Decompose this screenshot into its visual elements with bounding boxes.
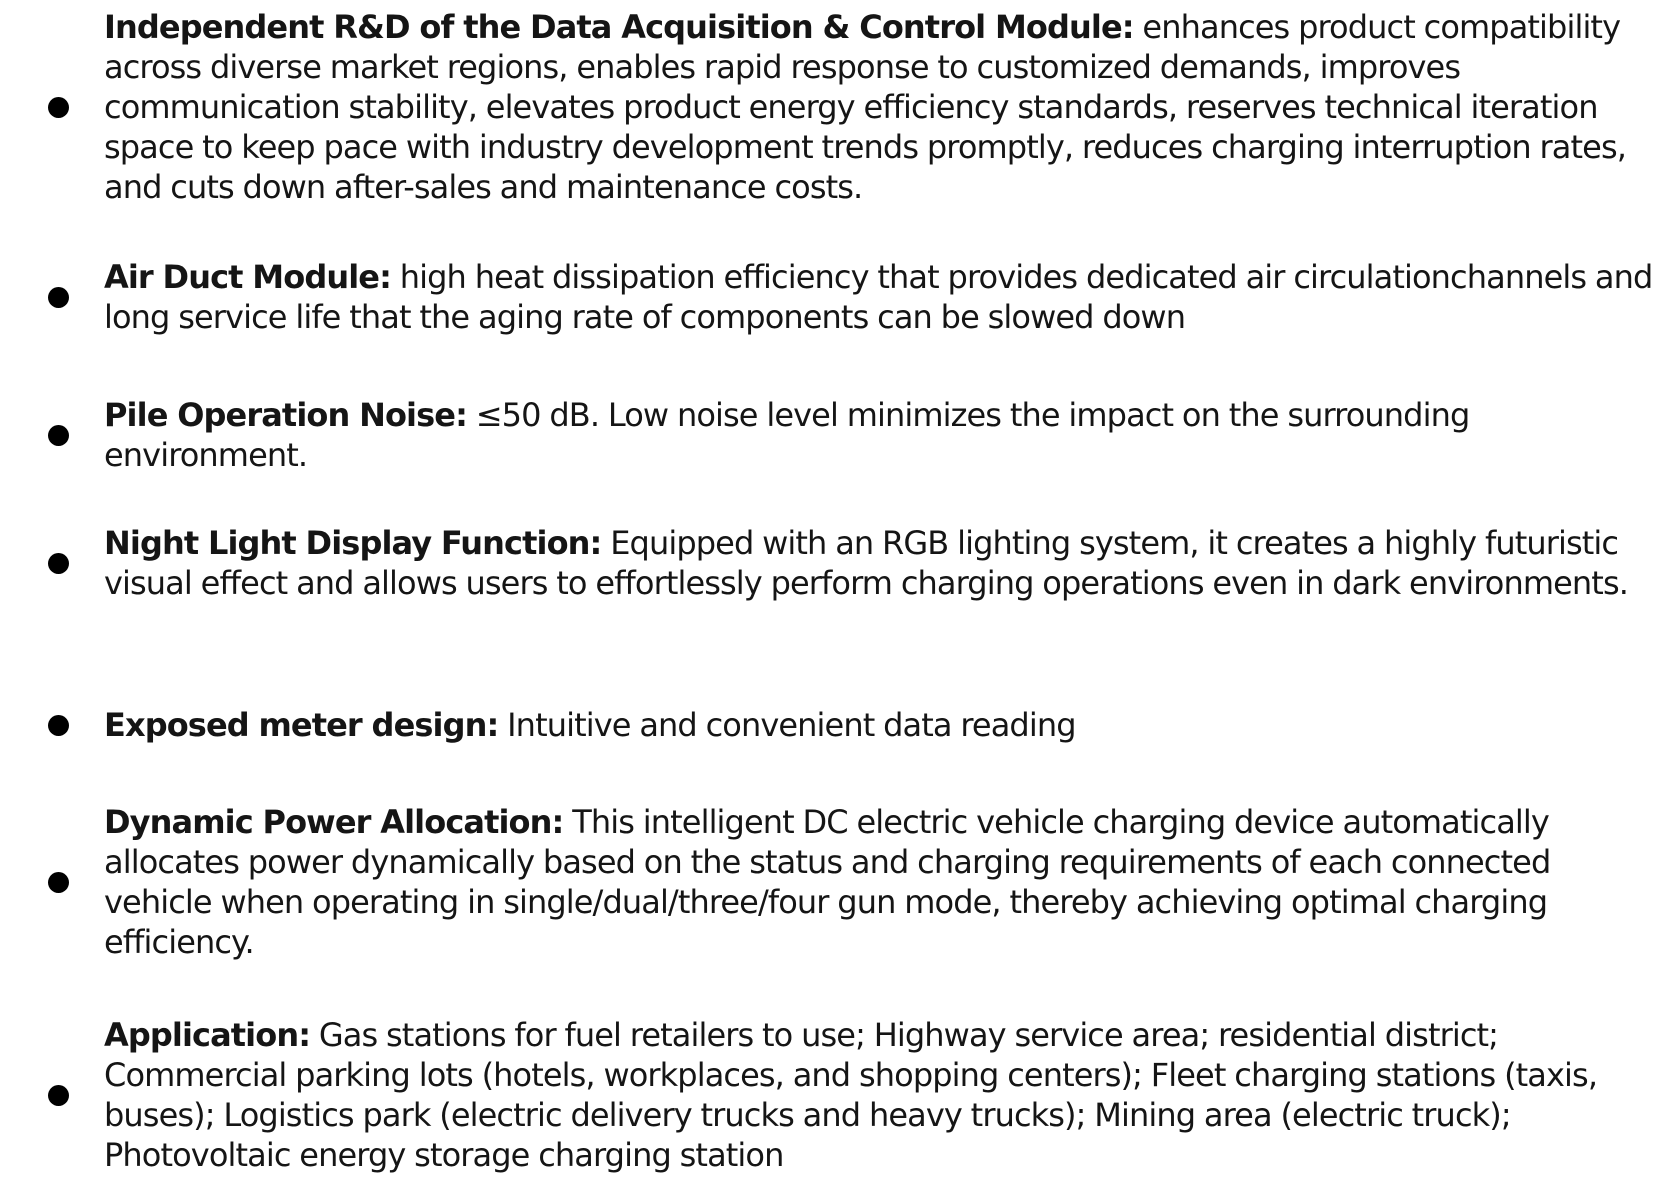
feature-description: ≤50 dB. Low noise level minimizes the impact on the surrounding environment. — [104, 396, 1470, 474]
feature-label: Exposed meter design: — [104, 706, 499, 744]
feature-label: Pile Operation Noise: — [104, 396, 467, 434]
feature-description: Equipped with an RGB lighting system, it creates a highly futuristic visual effect and allows users to effortlessly perform charging operations even in dark environments. — [104, 524, 1628, 602]
feature-paragraph — [104, 523, 1654, 603]
feature-paragraph — [104, 257, 1654, 337]
feature-label: Dynamic Power Allocation: — [104, 803, 564, 841]
feature-label: Application: — [104, 1016, 311, 1054]
bullet-icon — [48, 553, 69, 574]
feature-paragraph — [104, 7, 1654, 207]
feature-item-exposed-meter — [0, 705, 1668, 745]
bullet-icon — [48, 1085, 69, 1106]
feature-label: Independent R&D of the Data Acquisition & Control Module: — [104, 8, 1134, 46]
feature-description: Intuitive and convenient data reading — [498, 706, 1076, 744]
feature-description: Gas stations for fuel retailers to use; Highway service area; residential district; Commercial parking lots (hotels, workplaces, and shopping centers); Fleet charging stations (taxis, buses); Logistics park (electric delivery trucks and heavy trucks); Mining area (electric truck); Photovoltaic energy storage charging station — [104, 1016, 1598, 1174]
feature-label: Air Duct Module: — [104, 258, 391, 296]
feature-item-dynamic-power — [0, 802, 1668, 962]
bullet-icon — [48, 872, 69, 893]
feature-label: Night Light Display Function: — [104, 524, 602, 562]
feature-paragraph — [104, 705, 1654, 745]
feature-description: enhances product compatibility across diverse market regions, enables rapid response to customized demands, improves communication stability, elevates product energy efficiency standards, reserves technical iteration space to keep pace with industry development trends promptly, reduces charging interruption rates, and cuts down after-sales and maintenance costs. — [104, 8, 1626, 206]
feature-paragraph — [104, 1015, 1654, 1175]
feature-paragraph — [104, 802, 1654, 962]
bullet-icon — [48, 97, 69, 118]
feature-item-application — [0, 1015, 1668, 1175]
feature-paragraph — [104, 395, 1654, 475]
bullet-icon — [48, 287, 69, 308]
feature-description: This intelligent DC electric vehicle charging device automatically allocates power dynamically based on the status and charging requirements of each connected vehicle when operating in single/dual/three/four gun mode, thereby achieving optimal charging efficiency. — [104, 803, 1551, 961]
feature-item-air-duct — [0, 257, 1668, 337]
feature-item-night-light — [0, 523, 1668, 603]
bullet-icon — [48, 715, 69, 736]
feature-item-data-acquisition — [0, 7, 1668, 207]
feature-item-noise — [0, 395, 1668, 475]
feature-description: high heat dissipation efficiency that provides dedicated air circulationchannels and long service life that the aging rate of components can be slowed down — [104, 258, 1653, 336]
bullet-icon — [48, 425, 69, 446]
